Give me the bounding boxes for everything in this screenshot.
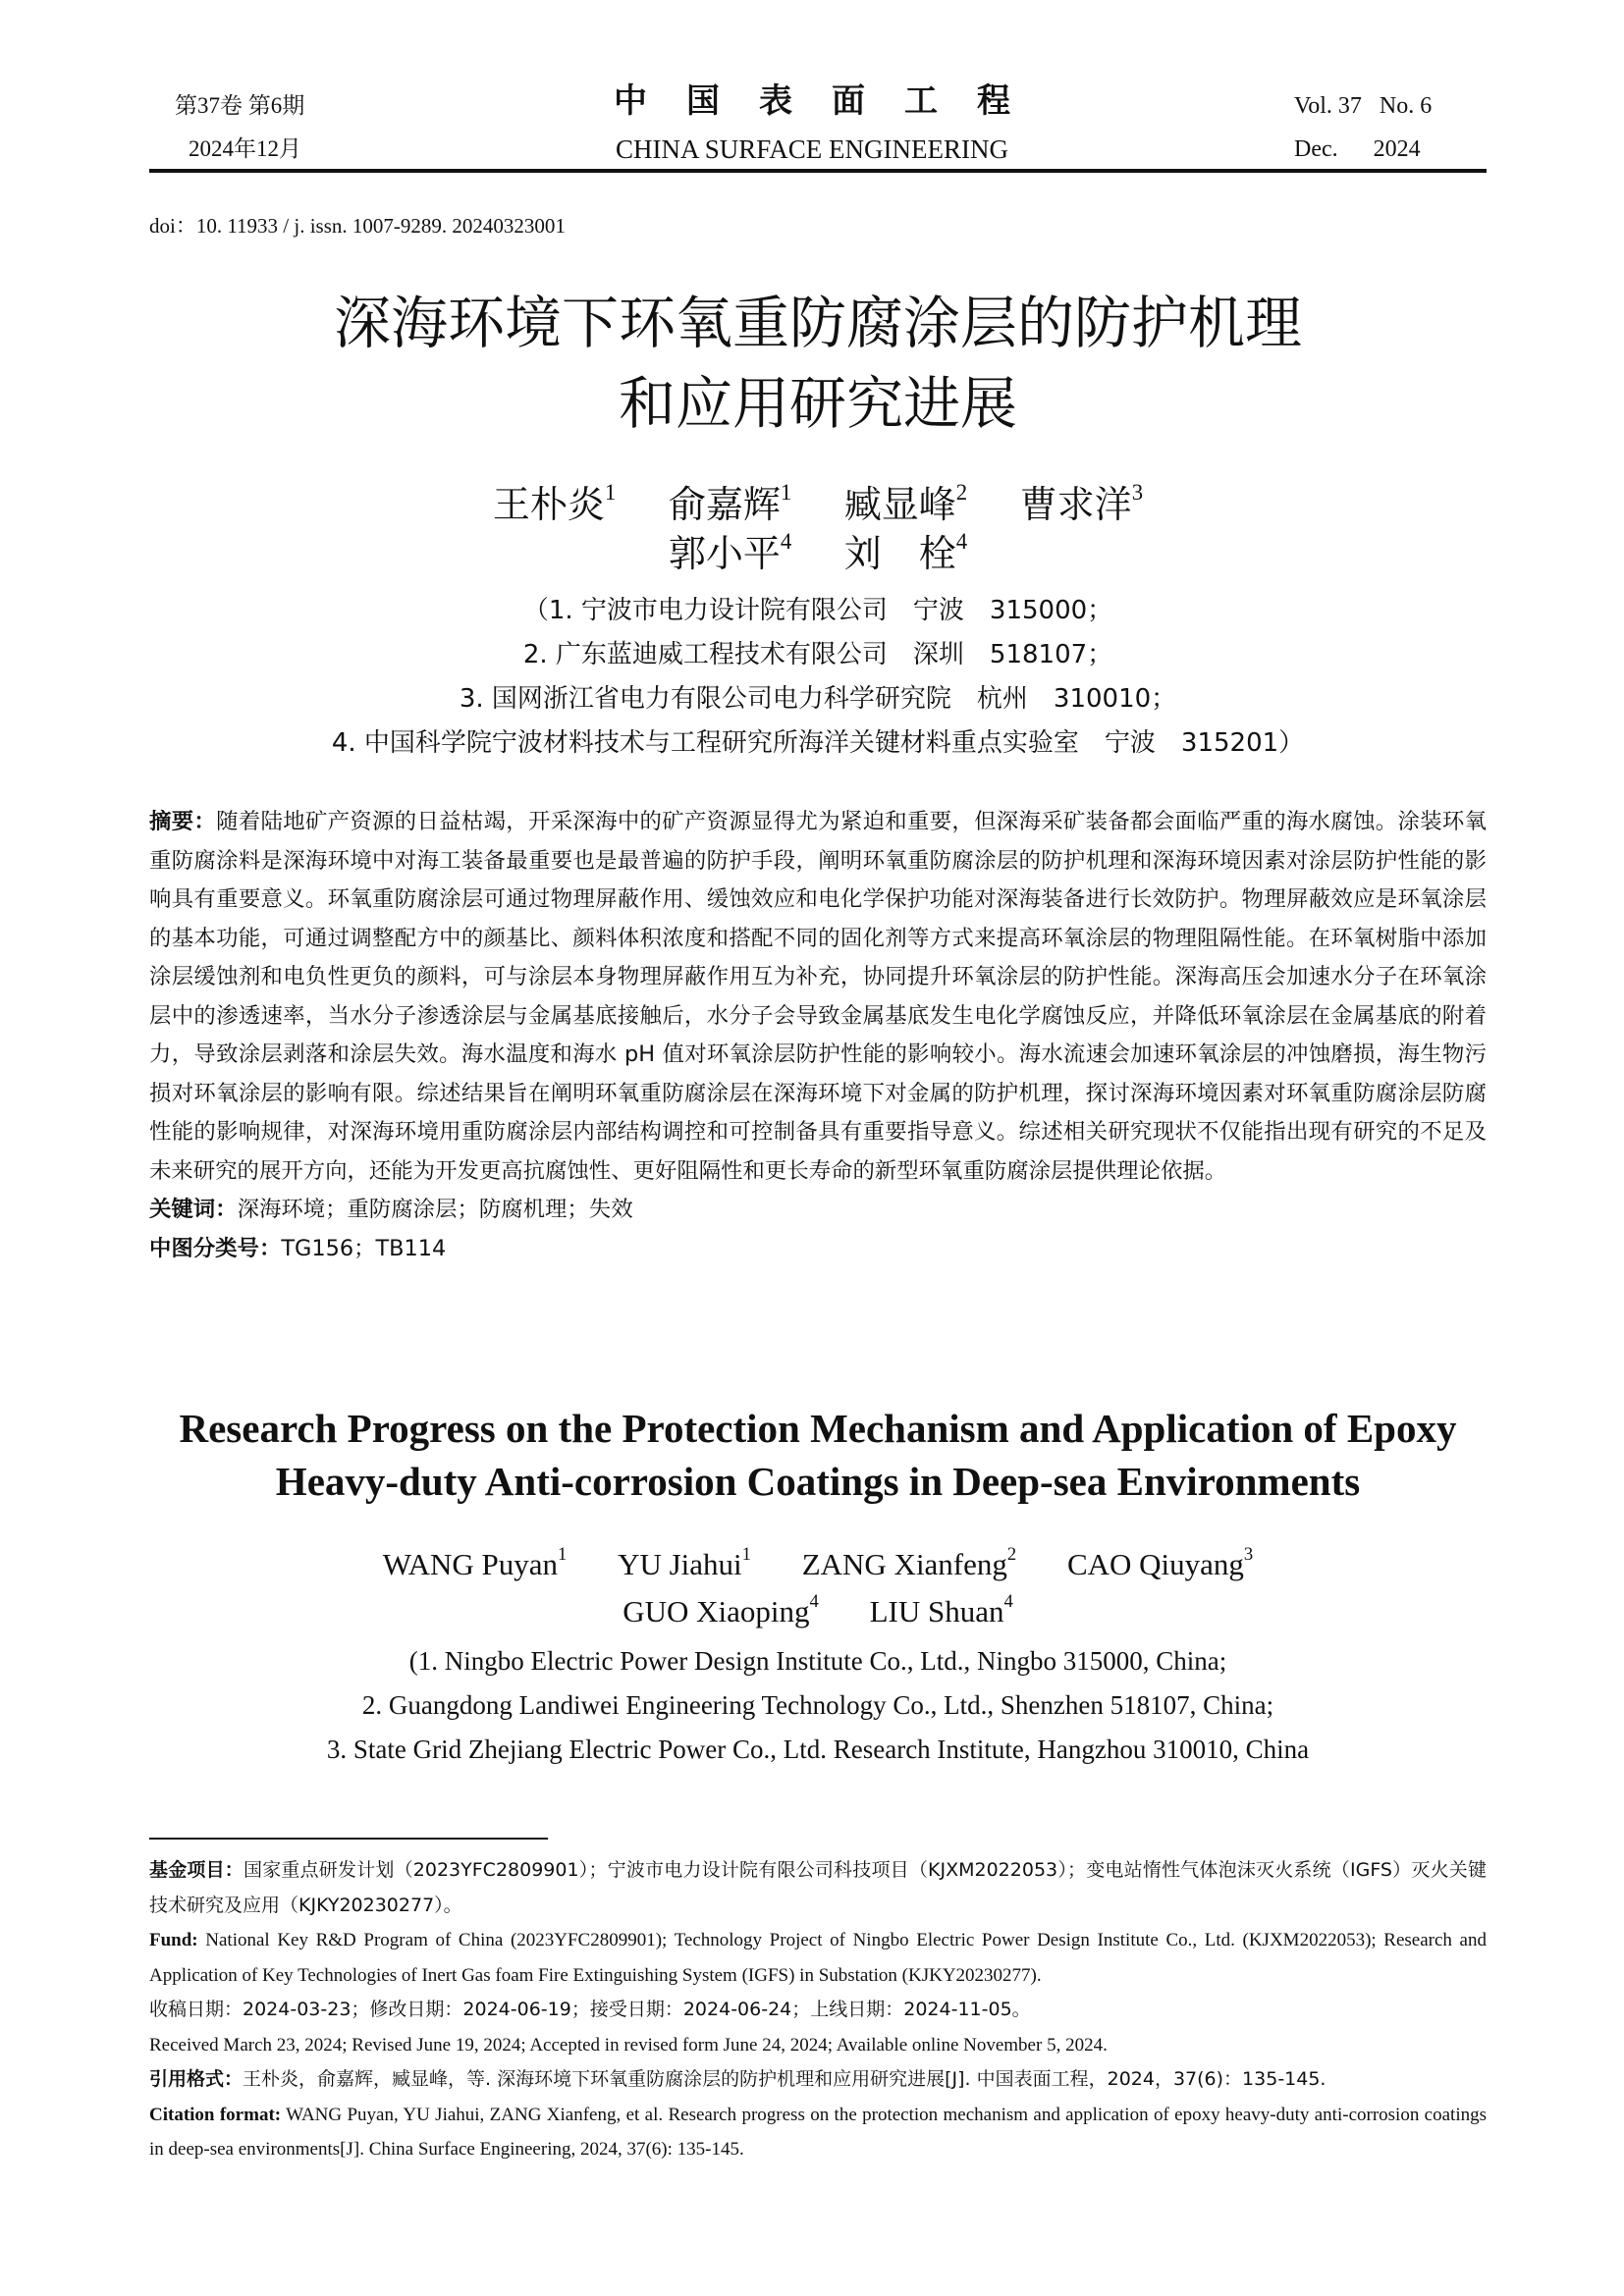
journal-name: [511, 79, 1113, 169]
author-cn: 俞嘉辉$^1$: [668, 479, 792, 526]
title-en: [149, 1402, 1487, 1508]
affiliations-cn: [149, 589, 1487, 766]
author-en: ZANG Xianfeng$^2$: [801, 1544, 1017, 1581]
journal-name-en: CHINA SURFACE ENGINEERING: [615, 134, 1008, 164]
author-en: LIU Shuan$^4$: [869, 1591, 1013, 1629]
classification-label: 中图分类号：: [149, 1235, 282, 1261]
keywords: [149, 1191, 1487, 1230]
keywords-text: 深海环境；重防腐涂层；防腐机理；失效: [237, 1197, 633, 1222]
title-en-line2: Heavy-duty Anti-corrosion Coatings in Deep-sea Environments: [275, 1459, 1361, 1504]
affiliation-cn: （1. 宁波市电力设计院有限公司 宁波 315000；: [522, 596, 1113, 625]
author-en: YU Jiahui$^1$: [618, 1544, 751, 1581]
authors-en: [149, 1541, 1487, 1635]
abstract: [149, 803, 1487, 1191]
authors-cn: [149, 481, 1487, 579]
citation-en: Citation format: WANG Puyan, YU Jiahui, ZANG Xianfeng, et al. Research progress on the protection mechanism and application of epoxy heavy-duty anti-corrosion coatings in deep-sea environments[J]. China Surface Engineering, 2024, 37(6): 135-145.: [149, 2104, 1488, 2160]
author-cn: 郭小平$^4$: [668, 528, 792, 575]
affiliation-cn: 3. 国网浙江省电力有限公司电力科学研究院 杭州 310010；: [459, 684, 1177, 714]
author-en: GUO Xiaoping$^4$: [623, 1591, 819, 1629]
fund-en: Fund: National Key R&D Program of China (2023YFC2809901); Technology Project of Ningbo Electric Power Design Institute Co., Ltd. (KJXM2022053); Research and Application of Key Technologies of Inert Gas foam Fire Extinguishing System (IGFS) in Substation (KJKY20230277).: [149, 1930, 1487, 1986]
title-cn: [149, 283, 1487, 444]
journal-name-cn: 中国表面工程: [614, 81, 1050, 121]
author-en: WANG Puyan$^1$: [382, 1544, 568, 1581]
classification: [149, 1230, 1487, 1269]
footnote-rule: [149, 1838, 548, 1840]
affiliation-cn: 2. 广东蓝迪威工程技术有限公司 深圳 518107；: [522, 640, 1113, 669]
year-en: 2024: [1373, 136, 1421, 162]
author-cn: 刘 栓$^4$: [843, 528, 968, 575]
abstract-block: [149, 803, 1487, 1268]
date-cn: 2024年12月: [189, 136, 301, 161]
title-cn-line1: 深海环境下环氧重防腐涂层的防护机理: [333, 290, 1302, 356]
dates-cn: 收稿日期：2024-03-23；修改日期：2024-06-19；接受日期：2024-06-24；上线日期：2024-11-05。: [149, 1999, 1031, 2020]
title-cn-line2: 和应用研究进展: [618, 370, 1017, 437]
fund-cn: 基金项目：国家重点研发计划（2023YFC2809901）；宁波市电力设计院有限公司科技项目（KJXM2022053）；变电站惰性气体泡沫灭火系统（IGFS）灭火关键技术研究及应用（KJKY20230277）。: [149, 1859, 1487, 1916]
citation-cn: 引用格式：王朴炎，俞嘉辉，臧显峰，等. 深海环境下环氧重防腐涂层的防护机理和应用研究进展[J]. 中国表面工程，2024，37(6)：135-145.: [149, 2068, 1326, 2090]
affiliation-cn: 4. 中国科学院宁波材料技术与工程研究所海洋关键材料重点实验室 宁波 315201）: [331, 728, 1305, 758]
issue-info-en: [1294, 84, 1490, 171]
dates-en: Received March 23, 2024; Revised June 19, 2024; Accepted in revised form June 24, 2024; Available online November 5, 2024.: [149, 2034, 1108, 2056]
abstract-label: 摘要：: [149, 809, 217, 834]
abstract-text: 随着陆地矿产资源的日益枯竭，开采深海中的矿产资源显得尤为紧迫和重要，但深海采矿装备都会面临严重的海水腐蚀。涂装环氧重防腐涂料是深海环境中对海工装备最重要也是最普遍的防护手段，阐明环氧重防腐涂层的防护机理和深海环境因素对涂层防护性能的影响具有重要意义。环氧重防腐涂层可通过物理屏蔽作用、缓蚀效应和电化学保护功能对深海装备进行长效防护。物理屏蔽效应是环氧涂层的基本功能，可通过调整配方中的颜基比、颜料体积浓度和搭配不同的固化剂等方式来提高环氧涂层的物理阻隔性能。在环氧树脂中添加涂层缓蚀剂和电负性更负的颜料，可与涂层本身物理屏蔽作用互为补充，协同提升环氧涂层的防护性能。深海高压会加速水分子在环氧涂层中的渗透速率，当水分子渗透涂层与金属基底接触后，水分子会导致金属基底发生电化学腐蚀反应，并降低环氧涂层在金属基底的附着力，导致涂层剥落和涂层失效。海水温度和海水 pH 值对环氧涂层防护性能的影响较小。海水流速会加速环氧涂层的冲蚀磨损，海生物污损对环氧涂层的影响有限。综述结果旨在阐明环氧重防腐涂层在深海环境下对金属的防护机理，探讨深海环境因素对环氧重防腐涂层防腐性能的影响规律，对深海环境用重防腐涂层内部结构调控和可控制备具有重要指导意义。综述相关研究现状不仅能指出现有研究的不足及未来研究的展开方向，还能为开发更高抗腐蚀性、更好阻隔性和更长寿命的新型环氧重防腐涂层提供理论依据。: [149, 809, 1488, 1184]
number-en: No. 6: [1379, 93, 1433, 119]
classification-text: TG156；TB114: [281, 1235, 447, 1261]
author-en: CAO Qiuyang$^3$: [1066, 1544, 1254, 1581]
affiliations-en: [149, 1639, 1487, 1772]
issue-info: [175, 84, 430, 171]
author-cn: 王朴炎$^1$: [492, 479, 617, 526]
author-cn: 臧显峰$^2$: [843, 479, 968, 526]
keywords-label: 关键词：: [149, 1197, 238, 1222]
volume-issue-cn: 第37卷 第6期: [175, 93, 305, 118]
affiliation-en: (1. Ningbo Electric Power Design Institute Co., Ltd., Ningbo 315000, China;: [408, 1646, 1227, 1676]
footnotes: [149, 1853, 1487, 2167]
header-rule: [149, 169, 1487, 173]
month-en: Dec.: [1294, 136, 1338, 162]
title-en-line1: Research Progress on the Protection Mechanism and Application of Epoxy: [179, 1406, 1457, 1451]
affiliation-en: 3. State Grid Zhejiang Electric Power Co., Ltd. Research Institute, Hangzhou 310010, China: [326, 1735, 1310, 1764]
author-cn: 曹求洋$^3$: [1019, 479, 1144, 526]
affiliation-en: 2. Guangdong Landiwei Engineering Technology Co., Ltd., Shenzhen 518107, China;: [361, 1690, 1274, 1720]
doi[interactable]: doi：10. 11933 / j. issn. 1007-9289. 20240323001: [149, 214, 566, 238]
volume-en: Vol. 37: [1294, 93, 1362, 119]
